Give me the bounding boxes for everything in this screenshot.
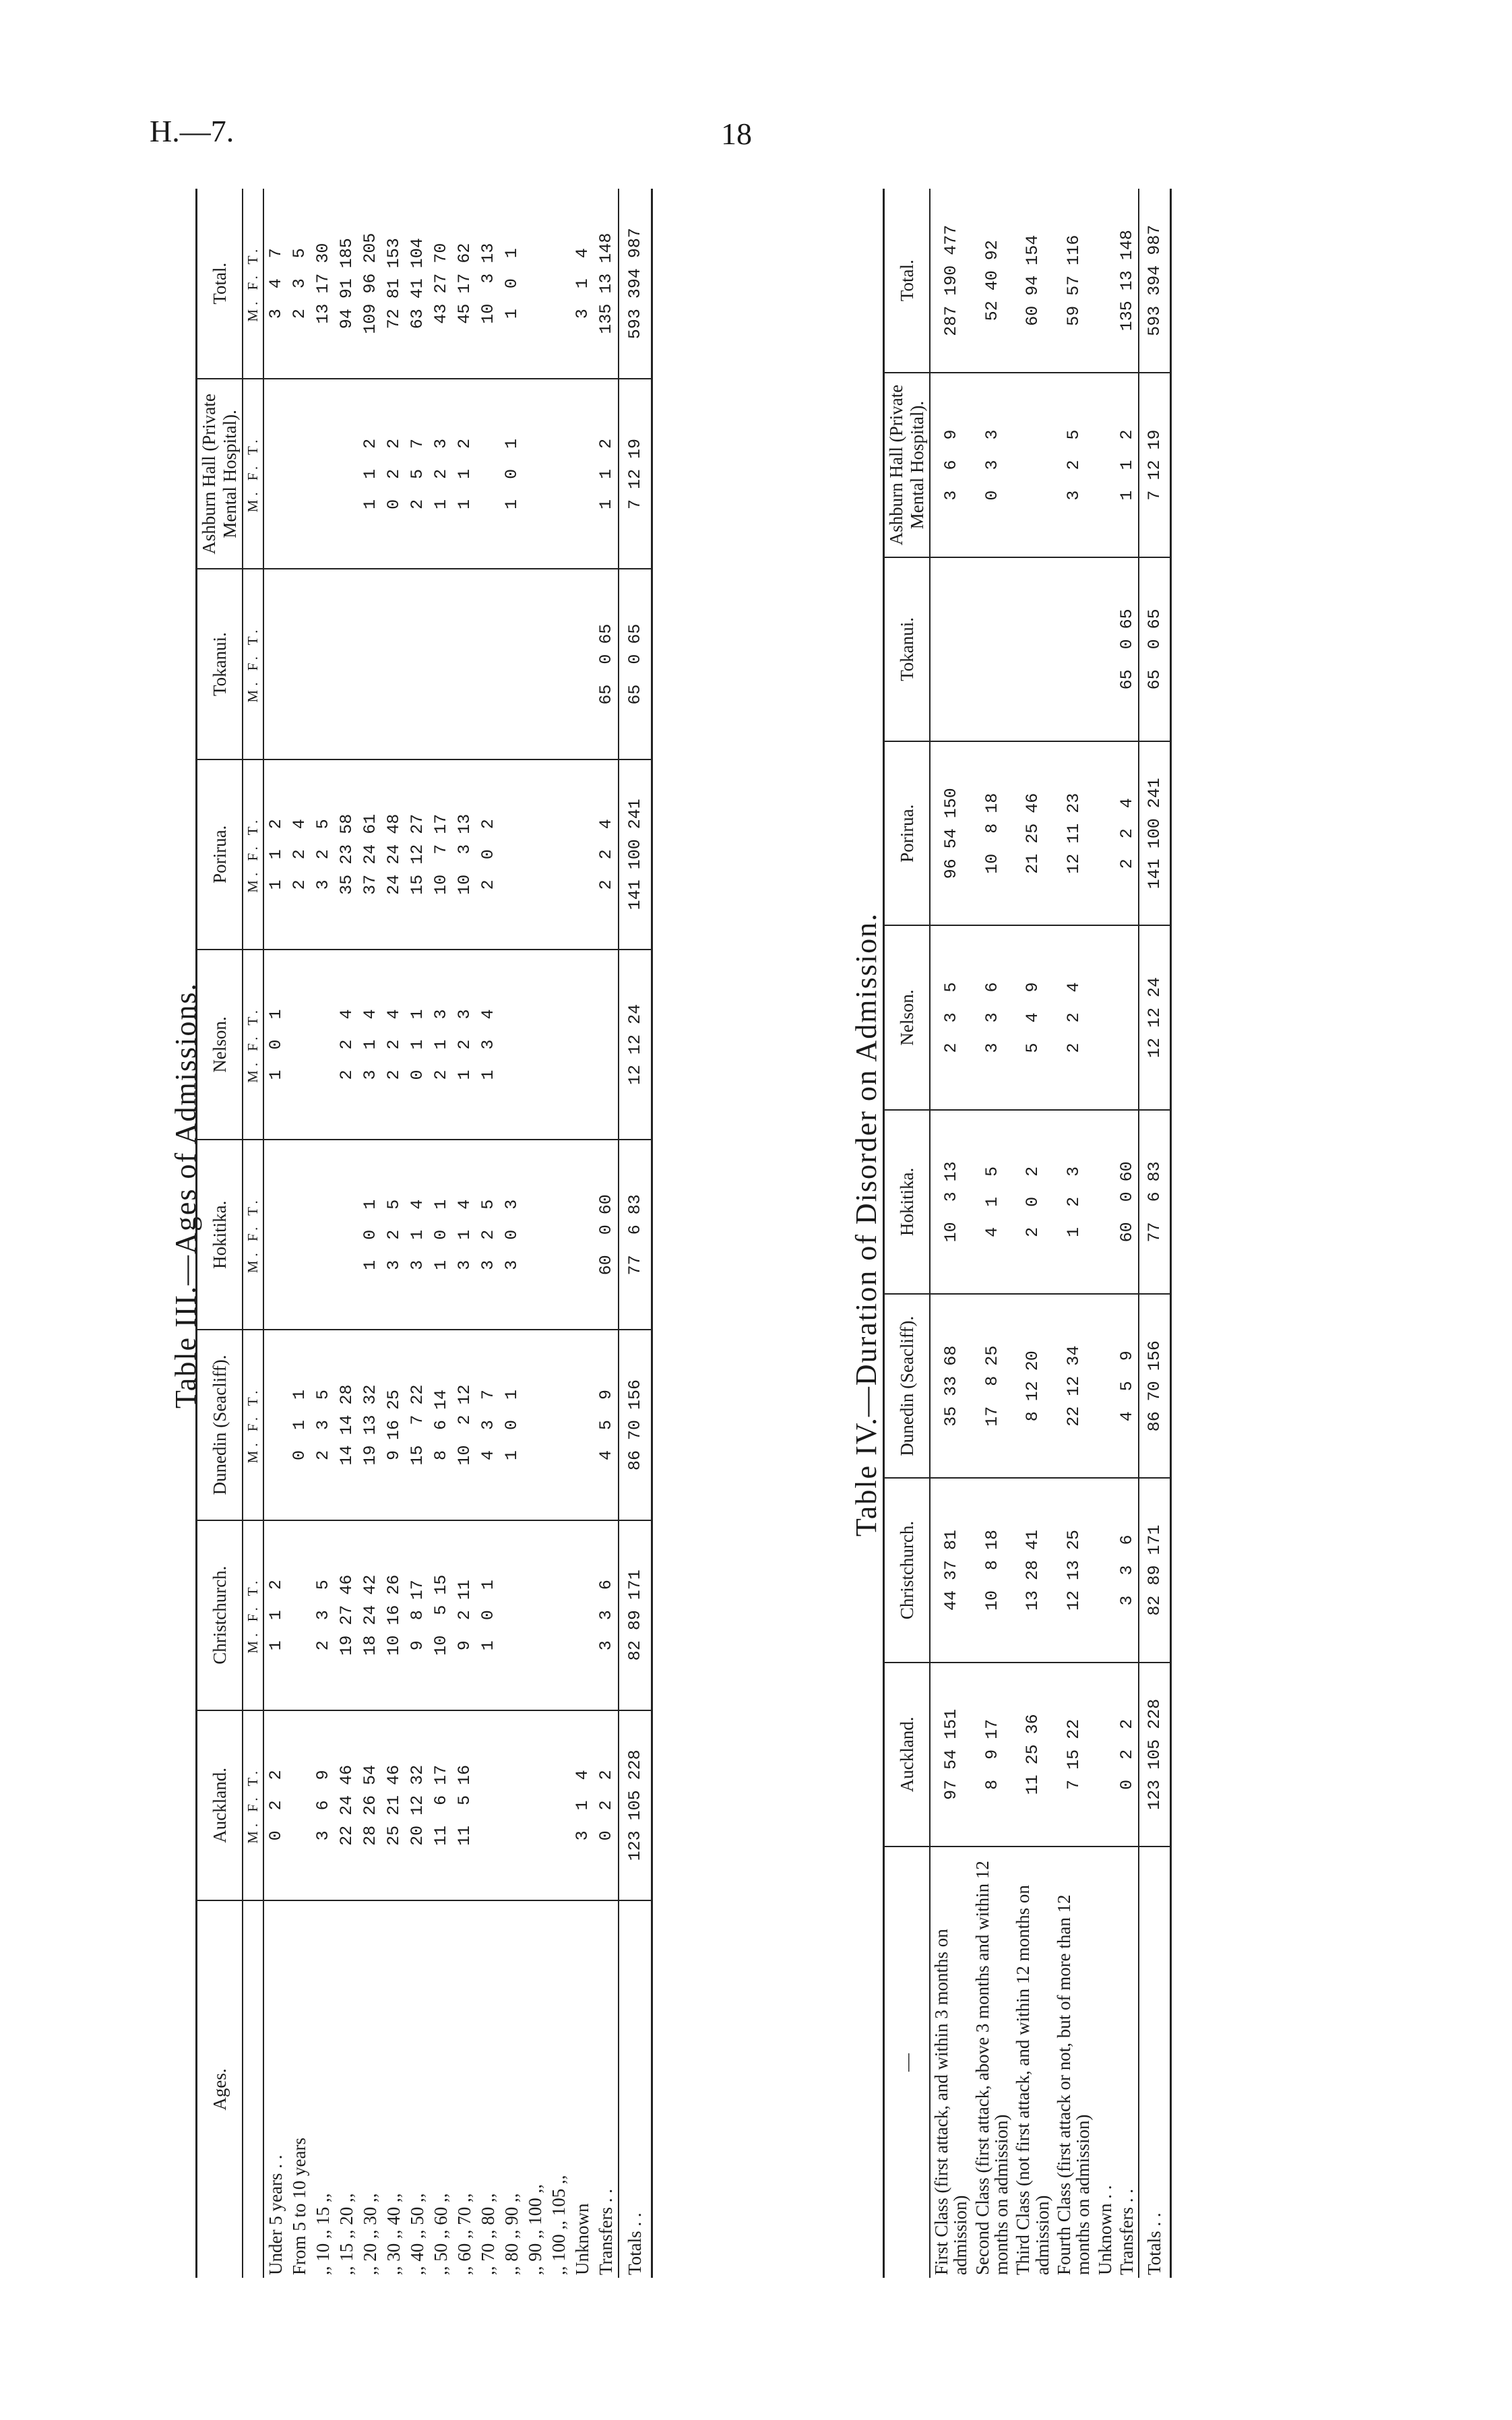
- table-cell: 20 12 32: [406, 1710, 429, 1900]
- table-cell: 43 27 70: [429, 189, 453, 379]
- row-label: Totals . .: [1139, 1847, 1171, 2278]
- table-cell: 7 12 19: [1139, 373, 1171, 557]
- table-cell: 15 7 22: [406, 1330, 429, 1520]
- table-cell: 2 2 4: [1116, 741, 1139, 925]
- table-cell: 0 2 2: [1116, 1663, 1139, 1847]
- table-row: [1053, 189, 1094, 2278]
- table-cell: 72 81 153: [382, 189, 406, 379]
- table-cell: 141 100 241: [1139, 741, 1171, 925]
- table-cell: [453, 569, 476, 759]
- table-cell: [476, 1710, 500, 1900]
- table-cell: [476, 379, 500, 569]
- table3-col-header: Auckland.: [197, 1710, 243, 1900]
- table-cell: 1 0 1: [476, 1520, 500, 1710]
- table-cell: 94 91 185: [335, 189, 358, 379]
- table3-col-header: Porirua.: [197, 759, 243, 950]
- table-cell: [571, 950, 594, 1140]
- table-row: [263, 189, 288, 2278]
- table-cell: [547, 379, 571, 569]
- table-cell: [500, 1710, 524, 1900]
- table3-col-header: Nelson.: [197, 950, 243, 1140]
- table-cell: [524, 1520, 547, 1710]
- table-cell: [571, 1140, 594, 1330]
- table-cell: 2 3 5: [930, 925, 972, 1109]
- row-label: Third Class (not first attack, and within 12 months on admission): [1013, 1885, 1052, 2275]
- table-row: [1012, 189, 1053, 2278]
- row-label: ,, 80 ,, 90 ,,: [501, 2193, 522, 2275]
- table-cell: 10 5 15: [429, 1520, 453, 1710]
- table-cell: [1094, 189, 1116, 373]
- table-cell: 2 2 4: [288, 759, 311, 950]
- table-cell: 2 0 2: [476, 759, 500, 950]
- table-cell: 52 40 92: [972, 189, 1013, 373]
- table3-col-header: Ashburn Hall (Private Mental Hospital).: [197, 379, 243, 569]
- table-row: [406, 189, 429, 2278]
- table3-mft: M. F. T.: [243, 189, 263, 379]
- row-label: Unknown: [572, 2203, 592, 2275]
- table-cell: [571, 759, 594, 950]
- table4-col-header: Porirua.: [884, 741, 931, 925]
- table-cell: [382, 569, 406, 759]
- table-cell: 9 8 17: [406, 1520, 429, 1710]
- table-row: [358, 189, 382, 2278]
- table3-col-header: Hokitika.: [197, 1140, 243, 1330]
- table-cell: [524, 1710, 547, 1900]
- table4-col-header: Auckland.: [884, 1663, 931, 1847]
- table-cell: 1 0 1: [358, 1140, 382, 1330]
- table-cell: [500, 1520, 524, 1710]
- table-cell: [311, 569, 335, 759]
- table-cell: 4 3 7: [476, 1330, 500, 1520]
- table-cell: 2 1 3: [429, 950, 453, 1140]
- table-cell: 9 16 25: [382, 1330, 406, 1520]
- table-cell: 9 2 11: [453, 1520, 476, 1710]
- table-cell: 1 0 1: [500, 189, 524, 379]
- table3: [195, 189, 653, 2278]
- table-cell: 2 3 5: [311, 1330, 335, 1520]
- table-cell: [524, 379, 547, 569]
- table-cell: 7 15 22: [1053, 1663, 1094, 1847]
- table-cell: 1 2 3: [1053, 1110, 1094, 1294]
- table-row: [429, 189, 453, 2278]
- table-cell: [288, 950, 311, 1140]
- table-cell: 60 0 60: [1116, 1110, 1139, 1294]
- table-cell: 3 2 5: [311, 759, 335, 950]
- table-cell: 1 1 2: [358, 379, 382, 569]
- table-cell: 22 24 46: [335, 1710, 358, 1900]
- table-row: [1116, 189, 1139, 2278]
- table-cell: 10 8 18: [972, 741, 1013, 925]
- table-cell: 3 2 5: [476, 1140, 500, 1330]
- table3-title: Table III.—Ages of Admissions.: [169, 982, 202, 1408]
- table3-mft: M. F. T.: [243, 1330, 263, 1520]
- table-cell: 0 2 2: [263, 1710, 288, 1900]
- table-cell: 2 5 7: [406, 379, 429, 569]
- table-row: [930, 189, 972, 2278]
- table-cell: 65 0 65: [1116, 557, 1139, 741]
- table-cell: [500, 950, 524, 1140]
- table-cell: 22 12 34: [1053, 1294, 1094, 1478]
- table-cell: 3 3 6: [1116, 1478, 1139, 1662]
- table-cell: [429, 569, 453, 759]
- totals-row: [1139, 189, 1171, 2278]
- table3-mft: M. F. T.: [243, 569, 263, 759]
- table3-mft: M. F. T.: [243, 759, 263, 950]
- table-cell: [1116, 925, 1139, 1109]
- table-cell: 19 13 32: [358, 1330, 382, 1520]
- report-code: H.—7.: [150, 114, 234, 148]
- table-cell: 287 190 477: [930, 189, 972, 373]
- row-label: ,, 70 ,, 80 ,,: [478, 2193, 498, 2275]
- table-cell: [335, 569, 358, 759]
- table-cell: [547, 950, 571, 1140]
- row-label: Under 5 years . .: [265, 2154, 286, 2275]
- table-cell: 77 6 83: [619, 1140, 652, 1330]
- table-cell: [1053, 557, 1094, 741]
- row-label: Fourth Class (first attack or not, but of more than 12 months on admission): [1054, 1894, 1094, 2275]
- table-cell: [524, 189, 547, 379]
- table-cell: 3 3 6: [972, 925, 1013, 1109]
- table3-ages-header: Ages.: [197, 1900, 243, 2278]
- table-cell: [524, 569, 547, 759]
- table4-col-header: Ashburn Hall (Private Mental Hospital).: [884, 373, 931, 557]
- table-cell: 14 14 28: [335, 1330, 358, 1520]
- row-label: ,, 30 ,, 40 ,,: [383, 2193, 404, 2275]
- table-row: [500, 189, 524, 2278]
- table-row: [288, 189, 311, 2278]
- table-cell: 123 105 228: [1139, 1663, 1171, 1847]
- table-cell: [263, 569, 288, 759]
- table-cell: 3 1 4: [406, 1140, 429, 1330]
- table-cell: 4 5 9: [1116, 1294, 1139, 1478]
- table-cell: [335, 379, 358, 569]
- table-row: [972, 189, 1013, 2278]
- table-cell: [1094, 1294, 1116, 1478]
- table3-sub-blank: [243, 1900, 263, 2278]
- table3-col-header: Total.: [197, 189, 243, 379]
- table-cell: 3 4 7: [263, 189, 288, 379]
- table-cell: 77 6 83: [1139, 1110, 1171, 1294]
- table-cell: 28 26 54: [358, 1710, 382, 1900]
- table-cell: [335, 1140, 358, 1330]
- table-cell: [1094, 1478, 1116, 1662]
- table-cell: 3 3 6: [594, 1520, 619, 1710]
- table-cell: [1094, 1110, 1116, 1294]
- table-cell: 10 2 12: [453, 1330, 476, 1520]
- table-cell: 13 17 30: [311, 189, 335, 379]
- table-cell: 13 28 41: [1012, 1478, 1053, 1662]
- row-label: ,, 60 ,, 70 ,,: [454, 2193, 474, 2275]
- table-cell: 10 3 13: [476, 189, 500, 379]
- table-cell: [547, 1520, 571, 1710]
- row-label: Totals . .: [619, 1900, 652, 2278]
- table-cell: 3 1 4: [358, 950, 382, 1140]
- row-label: ,, 100 ,, 105 ,,: [548, 2175, 569, 2275]
- table-cell: 3 6 9: [311, 1710, 335, 1900]
- row-label: ,, 10 ,, 15 ,,: [313, 2193, 333, 2275]
- table-cell: 1 0 1: [263, 950, 288, 1140]
- table-cell: 1 2 3: [453, 950, 476, 1140]
- table-row: [335, 189, 358, 2278]
- table-cell: 1 1 2: [263, 759, 288, 950]
- table-cell: [524, 759, 547, 950]
- row-label: ,, 50 ,, 60 ,,: [431, 2193, 451, 2275]
- table-cell: 3 1 4: [571, 1710, 594, 1900]
- table-cell: 97 54 151: [930, 1663, 972, 1847]
- row-label: ,, 90 ,, 100 ,,: [525, 2184, 545, 2275]
- table-cell: 109 96 205: [358, 189, 382, 379]
- table-cell: 5 4 9: [1012, 925, 1053, 1109]
- table-cell: 593 394 987: [1139, 189, 1171, 373]
- table-cell: 86 70 156: [1139, 1294, 1171, 1478]
- table-cell: 1 0 1: [429, 1140, 453, 1330]
- row-label: ,, 40 ,, 50 ,,: [407, 2193, 427, 2275]
- table-cell: 4 5 9: [594, 1330, 619, 1520]
- table-cell: 12 12 24: [619, 950, 652, 1140]
- table-cell: [547, 1710, 571, 1900]
- table-cell: 0 3 3: [972, 373, 1013, 557]
- row-label: Transfers . .: [596, 2189, 616, 2275]
- table-cell: 2 3 5: [311, 1520, 335, 1710]
- table-cell: [311, 1140, 335, 1330]
- table-cell: 17 8 25: [972, 1294, 1013, 1478]
- table4-col-header: Hokitika.: [884, 1110, 931, 1294]
- table-cell: 135 13 148: [1116, 189, 1139, 373]
- table-cell: 37 24 61: [358, 759, 382, 950]
- table-cell: [547, 189, 571, 379]
- table-cell: 3 2 5: [382, 1140, 406, 1330]
- table-cell: 11 6 17: [429, 1710, 453, 1900]
- table-cell: [1012, 373, 1053, 557]
- totals-row: [619, 189, 652, 2278]
- table4-class-header: —: [884, 1847, 931, 2278]
- table-cell: 19 27 46: [335, 1520, 358, 1710]
- table4-col-header: Nelson.: [884, 925, 931, 1109]
- table3-col-header: Christchurch.: [197, 1520, 243, 1710]
- table-cell: [311, 950, 335, 1140]
- table-cell: [524, 1330, 547, 1520]
- table-cell: [571, 569, 594, 759]
- table-cell: 11 5 16: [453, 1710, 476, 1900]
- table-row: [524, 189, 547, 2278]
- table-cell: [500, 569, 524, 759]
- row-label: Transfers . .: [1116, 2189, 1137, 2275]
- row-label: From 5 to 10 years: [289, 2138, 309, 2275]
- table-cell: 2 3 5: [288, 189, 311, 379]
- table-cell: 18 24 42: [358, 1520, 382, 1710]
- table-cell: 25 21 46: [382, 1710, 406, 1900]
- table-cell: 2 2 4: [382, 950, 406, 1140]
- table-cell: 123 105 228: [619, 1710, 652, 1900]
- row-label: Unknown . .: [1094, 2185, 1115, 2275]
- table-cell: 10 3 13: [453, 759, 476, 950]
- table-cell: [547, 759, 571, 950]
- table3-mft: M. F. T.: [243, 379, 263, 569]
- table-cell: 3 2 5: [1053, 373, 1094, 557]
- table-cell: 3 1 4: [453, 1140, 476, 1330]
- row-label: ,, 15 ,, 20 ,,: [336, 2193, 356, 2275]
- table-cell: [571, 379, 594, 569]
- table-cell: [288, 1710, 311, 1900]
- table-cell: [263, 1140, 288, 1330]
- table-cell: [571, 1330, 594, 1520]
- table-cell: 21 25 46: [1012, 741, 1053, 925]
- table-cell: 12 11 23: [1053, 741, 1094, 925]
- table-cell: 1 1 2: [1116, 373, 1139, 557]
- table-cell: 7 12 19: [619, 379, 652, 569]
- table-cell: 35 23 58: [335, 759, 358, 950]
- table-cell: 44 37 81: [930, 1478, 972, 1662]
- table-cell: [288, 1520, 311, 1710]
- table-cell: 10 16 26: [382, 1520, 406, 1710]
- table-cell: 82 89 171: [1139, 1478, 1171, 1662]
- table3-mft: M. F. T.: [243, 1520, 263, 1710]
- table-cell: 1 3 4: [476, 950, 500, 1140]
- table-cell: 45 17 62: [453, 189, 476, 379]
- table-cell: [1094, 741, 1116, 925]
- table4-col-header: Dunedin (Seacliff).: [884, 1294, 931, 1478]
- table-cell: 12 12 24: [1139, 925, 1171, 1109]
- table-cell: 593 394 987: [619, 189, 652, 379]
- table-cell: 15 12 27: [406, 759, 429, 950]
- table-cell: [524, 1140, 547, 1330]
- table-cell: 65 0 65: [619, 569, 652, 759]
- table-cell: [571, 1520, 594, 1710]
- table-cell: 1 1 2: [594, 379, 619, 569]
- table-cell: 3 0 3: [500, 1140, 524, 1330]
- row-label: First Class (first attack, and within 3 months on admission): [931, 1929, 971, 2275]
- row-label: ,, 20 ,, 30 ,,: [360, 2193, 380, 2275]
- table-row: [311, 189, 335, 2278]
- table-cell: [1094, 1663, 1116, 1847]
- table-cell: 60 0 60: [594, 1140, 619, 1330]
- table-row: [382, 189, 406, 2278]
- table-cell: [547, 569, 571, 759]
- table-cell: [288, 1140, 311, 1330]
- table-cell: 1 2 3: [429, 379, 453, 569]
- table-cell: [547, 1330, 571, 1520]
- table-cell: [1094, 557, 1116, 741]
- table-cell: 63 41 104: [406, 189, 429, 379]
- table4-title: Table IV.—Duration of Disorder on Admission.: [850, 912, 883, 1537]
- table-cell: 59 57 116: [1053, 189, 1094, 373]
- table-cell: 141 100 241: [619, 759, 652, 950]
- table-cell: 4 1 5: [972, 1110, 1013, 1294]
- table-cell: 8 6 14: [429, 1330, 453, 1520]
- table-cell: 2 2 4: [1053, 925, 1094, 1109]
- table-cell: [476, 569, 500, 759]
- table-cell: 12 13 25: [1053, 1478, 1094, 1662]
- table-cell: [288, 379, 311, 569]
- table-cell: 2 2 4: [594, 759, 619, 950]
- table3-col-header: Dunedin (Seacliff).: [197, 1330, 243, 1520]
- table-cell: [311, 379, 335, 569]
- table4-col-header: Total.: [884, 189, 931, 373]
- table-cell: [500, 759, 524, 950]
- table-cell: 1 1 2: [263, 1520, 288, 1710]
- table3-col-header: Tokanui.: [197, 569, 243, 759]
- table-row: [476, 189, 500, 2278]
- table-cell: 65 0 65: [594, 569, 619, 759]
- table-cell: 0 2 2: [382, 379, 406, 569]
- table3-mft: M. F. T.: [243, 950, 263, 1140]
- table4-col-header: Christchurch.: [884, 1478, 931, 1662]
- table-cell: [288, 569, 311, 759]
- table-cell: [358, 569, 382, 759]
- table-cell: [406, 569, 429, 759]
- table-cell: 86 70 156: [619, 1330, 652, 1520]
- table-cell: 8 9 17: [972, 1663, 1013, 1847]
- table-cell: 0 2 2: [594, 1710, 619, 1900]
- table-row: [594, 189, 619, 2278]
- table4: [883, 189, 1172, 2278]
- table-cell: 2 0 2: [1012, 1110, 1053, 1294]
- table-cell: 60 94 154: [1012, 189, 1053, 373]
- table3-mft: M. F. T.: [243, 1710, 263, 1900]
- table-cell: 8 12 20: [1012, 1294, 1053, 1478]
- table-cell: [594, 950, 619, 1140]
- table-cell: 65 0 65: [1139, 557, 1171, 741]
- page-number: 18: [721, 117, 752, 151]
- table-row: [1094, 189, 1116, 2278]
- table-cell: [263, 379, 288, 569]
- table-cell: 11 25 36: [1012, 1663, 1053, 1847]
- row-label: Second Class (first attack, above 3 months and within 12 months on admission): [972, 1861, 1012, 2275]
- table-row: [571, 189, 594, 2278]
- table4-col-header: Tokanui.: [884, 557, 931, 741]
- table-cell: 2 2 4: [335, 950, 358, 1140]
- table-cell: 1 0 1: [500, 1330, 524, 1520]
- table-cell: 1 0 1: [500, 379, 524, 569]
- table-cell: [1094, 373, 1116, 557]
- table-cell: [930, 557, 972, 741]
- table-cell: [1012, 557, 1053, 741]
- table-cell: [972, 557, 1013, 741]
- table-cell: 10 3 13: [930, 1110, 972, 1294]
- table-cell: 3 6 9: [930, 373, 972, 557]
- table-cell: 24 24 48: [382, 759, 406, 950]
- table-cell: 82 89 171: [619, 1520, 652, 1710]
- table-cell: 10 7 17: [429, 759, 453, 950]
- table-cell: [524, 950, 547, 1140]
- table-cell: 3 1 4: [571, 189, 594, 379]
- table-cell: 35 33 68: [930, 1294, 972, 1478]
- table-cell: [263, 1330, 288, 1520]
- table-cell: 96 54 150: [930, 741, 972, 925]
- table-cell: 0 1 1: [406, 950, 429, 1140]
- table-cell: 0 1 1: [288, 1330, 311, 1520]
- table-row: [453, 189, 476, 2278]
- table-cell: 10 8 18: [972, 1478, 1013, 1662]
- table-cell: 1 1 2: [453, 379, 476, 569]
- table-cell: [1094, 925, 1116, 1109]
- table-cell: 135 13 148: [594, 189, 619, 379]
- table-cell: [547, 1140, 571, 1330]
- table3-mft: M. F. T.: [243, 1140, 263, 1330]
- table-row: [547, 189, 571, 2278]
